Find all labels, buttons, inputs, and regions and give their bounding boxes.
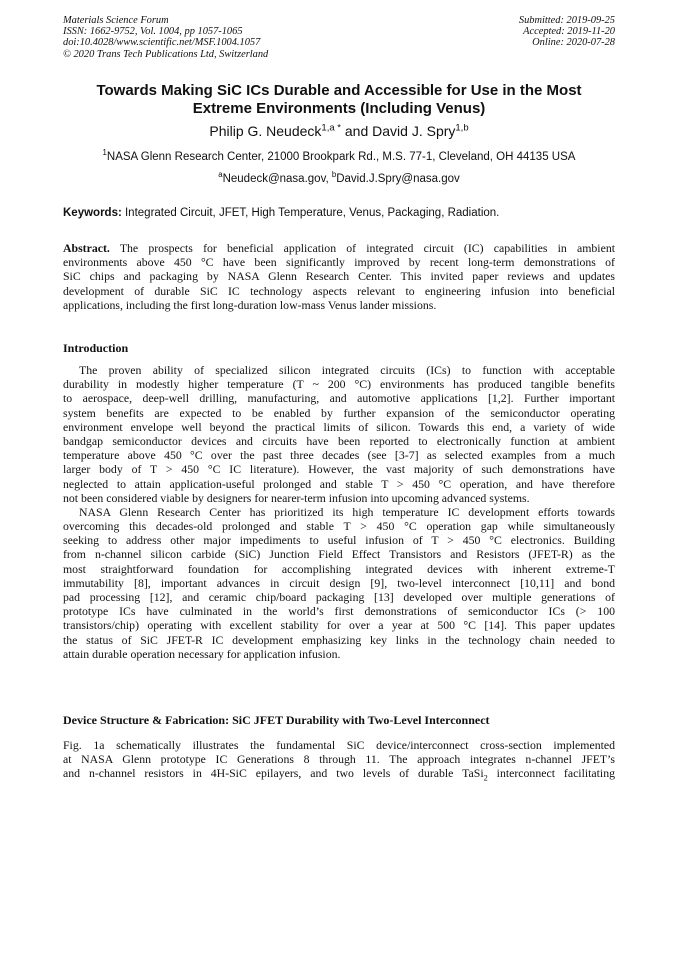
intro-line: to aerospace, deep-well drilling, manufacturing, and automotive applications [1,2]. Further important: [63, 391, 615, 406]
intro-line: larger body of T > 450 °C IC literature). However, the vast majority of such demonstrations have: [63, 462, 615, 477]
intro-line: overcoming this decades-old prolonged and stable T > 450 °C operation gap while simultaneously: [63, 519, 615, 534]
intro-line: prototype ICs have culminated in the world’s first demonstrations of semiconductor ICs (> 100: [63, 604, 615, 619]
abstract-line: Abstract. The prospects for beneficial application of integrated circuit (IC) capabilities in ambient: [63, 241, 615, 255]
device-section-heading: Device Structure & Fabrication: SiC JFET Durability with Two-Level Interconnect: [63, 713, 490, 727]
author-emails: [40, 172, 638, 186]
intro-line: most straightforward foundation for accomplishing integrated devices with inherent extreme-T: [63, 561, 615, 576]
email-b-marker: b: [331, 170, 337, 180]
device-section-body: [63, 738, 615, 781]
journal-name: Materials Science Forum: [63, 15, 169, 26]
intro-line: transistors/chip) operating with excellent stability for over a year at 500 °C [14]. This paper updates: [63, 618, 615, 633]
introduction-body: [63, 363, 615, 661]
intro-line: from n-channel silicon carbide (SiC) Junction Field Effect Transistors and Resistors (JFET-R) as the: [63, 547, 615, 562]
intro-line: NASA Glenn Research Center has prioritized its high temperature IC development efforts towards: [79, 504, 615, 519]
intro-line: The proven ability of specialized silicon integrated circuits (ICs) to function with acceptable: [79, 363, 615, 377]
abstract-line: environments above 450 °C have been significantly improved by recent long-term demonstrations of: [63, 255, 615, 270]
intro-line: temperature above 450 °C over the past three decades (see [3-7] as selected examples from a much: [63, 448, 615, 463]
abstract: [63, 241, 615, 312]
intro-line: attain durable operation necessary for application infusion.: [63, 646, 341, 661]
intro-line: pad processing [12], and ceramic chip/board packaging [13] developed over multiple generations of: [63, 590, 615, 604]
intro-line: bandgap semiconductor devices and circuits have been reported to electronically function at ambient: [63, 433, 615, 448]
introduction-heading: Introduction: [63, 341, 129, 355]
device-line: at NASA Glenn prototype IC Generations 8 through 11. The approach integrates n-channel JFET’s: [63, 752, 615, 767]
author-2-marker: 1,b: [455, 122, 469, 134]
author-1-marker: 1,a *: [321, 122, 341, 134]
affiliation-marker: 1: [102, 148, 107, 158]
abstract-line: SiC chips and packaging by NASA Glenn Research Center. This invited paper reviews and updates: [63, 269, 615, 284]
journal-header: [63, 15, 268, 60]
author-list: [40, 123, 638, 139]
device-line: Fig. 1a schematically illustrates the fundamental SiC device/interconnect cross-section implemented: [63, 738, 615, 752]
title-line-2: Extreme Environments (Including Venus): [192, 100, 486, 117]
journal-issn: ISSN: 1662-9752, Vol. 1004, pp 1057-1065: [63, 26, 243, 38]
dates-header: [519, 15, 615, 49]
abstract-label: Abstract.: [63, 241, 110, 255]
accepted-date: Accepted: 2019-11-20: [523, 26, 615, 38]
keywords: [63, 206, 623, 220]
author-1: Philip G. Neudeck: [209, 123, 322, 139]
abstract-line: applications, including the first long-duration low-mass Venus lander missions.: [63, 297, 437, 312]
intro-line: the status of SiC JFET-R IC development emphasizing key links in the technology chain needed to: [63, 632, 615, 647]
intro-line: durability in modestly higher temperature (T ~ 200 °C) environments has produced tangible benefits: [63, 377, 615, 392]
abstract-line: development of durable SiC IC technology aspects relevant to engineering infusion into beneficial: [63, 283, 615, 298]
device-line: and n-channel resistors in 4H-SiC epilayers, and two levels of durable TaSi$_2$ interconnect facilitating: [63, 766, 616, 783]
email-a-marker: a: [218, 170, 223, 180]
intro-line: immutability [8], important advances in circuit design [9], two-level interconnect [10,11] and bond: [63, 575, 615, 590]
intro-line: environment envelope well beyond the practical limits of silicon. Towards this end, a variety of wide: [63, 419, 615, 434]
journal-doi: doi:10.4028/www.scientific.net/MSF.1004.1057: [63, 37, 261, 49]
intro-line: system benefits are expected to be enabled by further expansion of the semiconductor operating: [63, 405, 615, 420]
intro-line: not been considered viable by designers for nearer-term infusion into upcoming advanced systems.: [63, 490, 530, 505]
intro-line: neglected to attain application-useful prolonged and stable T > 450 °C operation, and have therefore: [63, 476, 615, 491]
author-2: David J. Spry: [372, 123, 456, 139]
keywords-label: Keywords:: [63, 207, 122, 219]
affiliation-text: NASA Glenn Research Center, 21000 Brookpark Rd., M.S. 77-1, Cleveland, OH 44135 USA: [106, 151, 576, 163]
journal-copyright: © 2020 Trans Tech Publications Ltd, Switzerland: [63, 48, 269, 60]
email-a: Neudeck@nasa.gov,: [222, 173, 332, 185]
affiliation: [20, 150, 658, 164]
submitted-date: Submitted: 2019-09-25: [518, 15, 615, 26]
title-line-1: Towards Making SiC ICs Durable and Accessible for Use in the Most: [96, 82, 582, 99]
paper-title: [40, 82, 638, 118]
keywords-text: Integrated Circuit, JFET, High Temperature, Venus, Packaging, Radiation.: [121, 207, 500, 219]
email-b: David.J.Spry@nasa.gov: [336, 173, 460, 185]
intro-line: seeking to address other major impediments to useful infusion of T > 450 °C electronics. Building: [63, 533, 615, 548]
author-conjunction: and: [341, 123, 373, 139]
online-date: Online: 2020-07-28: [532, 37, 615, 49]
